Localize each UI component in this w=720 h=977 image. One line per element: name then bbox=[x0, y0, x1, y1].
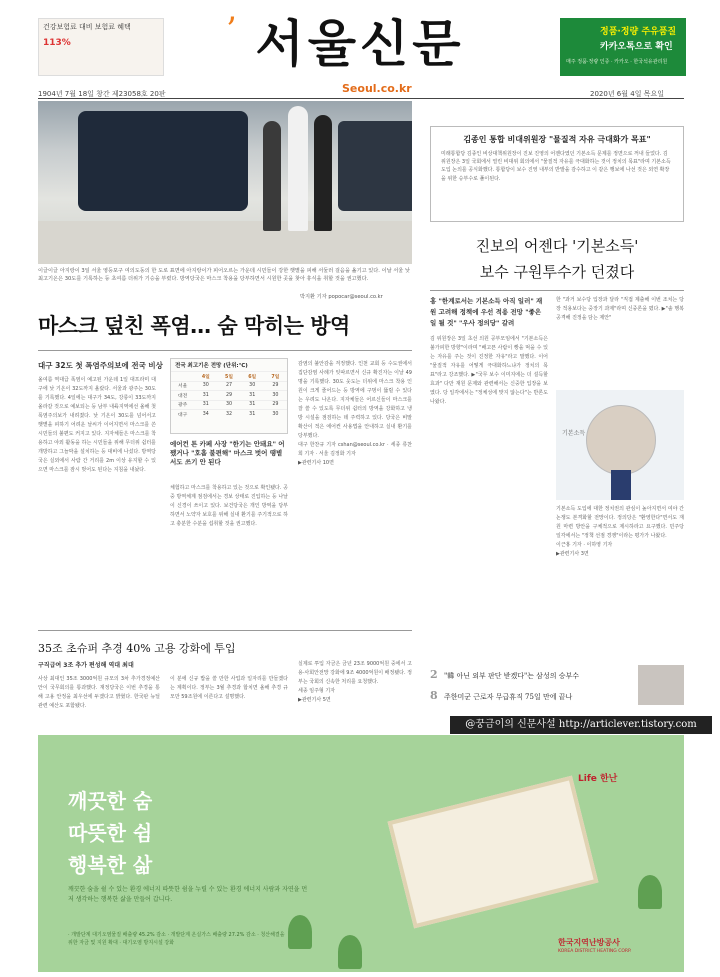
teaser-text: "韓 아닌 외부 판단 받겠다"는 삼성의 승부수 bbox=[444, 672, 579, 680]
ad-line1: 깨끗한 숨 bbox=[68, 789, 153, 813]
table-cell: 29 bbox=[225, 392, 233, 398]
photo-road bbox=[38, 221, 412, 264]
main-col-2: 체험하고 마스크를 착용하고 있는 것으로 확인됐다. 공중 방역체계 점검에서는 경보 상태로 진입하는 등 나날이 신경이 쓰이고 있다. 보건당국은 개인 방역을 당부하면서 노약자 보호를 위해 실내 환기를 주기적으로 하고 충분한 수분을 섭취할 것을 권고했다. bbox=[170, 485, 288, 527]
table-cell: 30 bbox=[272, 411, 279, 417]
right-related-link[interactable]: ▶관련기사 3면 bbox=[556, 551, 589, 557]
caricature-tie bbox=[611, 470, 631, 500]
ad-right-line3: 매주 정품·정량 인증 · 카카오 · 한국석유관리원 bbox=[566, 59, 668, 65]
table-cell: 30 bbox=[202, 383, 209, 389]
second-col-1: 사상 최대인 35조 3000억원 규모의 3차 추가경정예산안이 국무회의를 통과했다. 재정당국은 이번 추경을 통해 고용 안정을 최우선에 두겠다고 밝혔다. 한국판 뉴딜 관련 예산도 포함됐다. bbox=[38, 676, 160, 709]
main-col-3 bbox=[298, 360, 412, 622]
main-byline: 대구 한찬규 기자 cshan@seoul.co.kr · 세종 류찬희 기자 · 서울 김정화 기자 bbox=[298, 442, 412, 457]
ad-small-print: · 개발단계 대기오염물질 배출량 45.2% 감소 · 개발단계 온실가스 배출량 27.2% 감소 · 청산해결을 위한 자금 및 지원 확대 · 대기오염 방지시설 강화 bbox=[68, 932, 285, 946]
table-cell: 29 bbox=[272, 383, 279, 389]
masthead-divider bbox=[38, 98, 684, 99]
intro-box-body: 미래통합당 김종인 비상대책위원장이 진보 진영의 어젠다였던 기본소득 문제를 정면으로 꺼내 들었다. 김 위원장은 3일 국회에서 열린 비대위 회의에서 "물질적 자유를 극대화하는 것이 정치의 목표"라며 기본소득 도입 논의를 공식화했다. 통합당이 보수 진영 내부의 반발을 감수하고 이 같은 행보에 나선 것은 외연 확장을 위한 승부수로 풀이된다. bbox=[441, 151, 671, 182]
intro-box-head[interactable]: 김종인 통합 비대위원장 "물질적 자유 극대화가 목표" bbox=[463, 135, 651, 144]
table-cell: 광주 bbox=[177, 403, 188, 409]
table-row bbox=[171, 390, 287, 400]
table-header-row bbox=[171, 371, 287, 381]
ad-brand-name: 한국지역난방공사 bbox=[558, 938, 620, 947]
right-headline-line1: 진보의 어젠다 '기본소득' bbox=[475, 237, 639, 255]
dateline-right: 2020년 6월 4일 목요일 bbox=[590, 90, 664, 98]
right-divider bbox=[430, 290, 684, 291]
table-header-cell: 7일 bbox=[271, 374, 280, 380]
side-subhead: 에어컨 튼 카페 사장 "한기는 안돼요" 어쨌거나 "호흡 불편해" 마스크 벗어 땡볕서도 쓰기 안 된다 bbox=[170, 440, 285, 466]
right-col-3-text: 기본소득 도입에 대한 정치권의 관심이 높아지면서 여야 간 논쟁도 본격화할 전망이다. 정의당은 "환영한다"면서도 재원 마련 방안을 구체적으로 제시하라고 요구했다. 민주당 일각에서는 "정책 선점 경쟁"이라는 평가가 나왔다. bbox=[556, 506, 684, 539]
main-headline[interactable]: 마스크 덮친 폭염… 숨 막히는 방역 bbox=[38, 314, 350, 338]
teaser-item[interactable] bbox=[430, 665, 630, 686]
teaser-item[interactable] bbox=[430, 686, 630, 707]
ad-right-line2: 카카오톡으로 확인 bbox=[600, 42, 673, 52]
table-cell: 29 bbox=[272, 402, 279, 408]
table-cell: 대구 bbox=[177, 412, 188, 418]
second-byline: 세종 임주형 기자 bbox=[298, 688, 335, 694]
logo-name: 서울신문 bbox=[255, 15, 465, 73]
right-col-3 bbox=[556, 505, 684, 655]
ad-headline bbox=[68, 785, 152, 881]
teaser-text: 주한미군 근로자 무급휴직 75일 만에 끝나 bbox=[444, 693, 573, 701]
ad-right-line1: 정품·정량 주유품질 bbox=[600, 27, 677, 37]
main-related-link[interactable]: ▶관련기사 10면 bbox=[298, 460, 334, 466]
second-story-divider bbox=[38, 630, 412, 631]
second-col-3 bbox=[298, 660, 412, 716]
second-col-2: 이 분에 신규 밥을 쓸 만한 사업과 일자리를 만들겠다는 계획이다. 정부는 3월 추경과 합치면 올해 추경 규모만 59조원에 이른다고 설명했다. bbox=[170, 676, 288, 700]
table-cell: 31 bbox=[249, 392, 256, 398]
bottom-advertisement[interactable] bbox=[38, 735, 684, 972]
table-row bbox=[171, 409, 287, 419]
right-byline: 이근홍 기자 · 이하영 기자 bbox=[556, 542, 613, 548]
second-subhead: 구직급여 3조 추가 편성해 역대 최대 bbox=[38, 662, 134, 669]
tree-icon bbox=[288, 915, 312, 949]
table-cell: 31 bbox=[249, 411, 256, 417]
table-header-cell: 4일 bbox=[201, 374, 210, 380]
photo-pedestrian-3 bbox=[314, 115, 332, 231]
table-cell: 30 bbox=[272, 392, 279, 398]
right-col-1: 김 위원장은 3일 초선 의원 공부모임에서 "기본소득은 불가피한 방향"이라며 "배고픈 사람이 빵을 먹을 수 있는 자유를 주는 것이 진정한 자유"라고 말했다. 이어 "물질적 자유를 어떻게 극대화하느냐가 정치의 목표"라고 강조했다. ▶"국무 보수 이미지에는 더 설득할 효과" 다만 재원 문제와 관련해서는 신중한 입장을 보였다. 당 일각에서는 "정체성에 맞지 않는다"는 반론도 나왔다. bbox=[430, 336, 548, 405]
blog-watermark: @꿍금이의 신문사설 http://articlever.tistory.com bbox=[450, 716, 712, 734]
table-cell: 34 bbox=[202, 411, 209, 417]
photo-pedestrian-2 bbox=[288, 106, 308, 231]
dateline-left: 1904년 7월 18일 창간 제23058호 20판 bbox=[38, 90, 166, 98]
intro-box bbox=[430, 126, 684, 222]
ad-brand-sub: KOREA DISTRICT HEATING CORP. bbox=[558, 949, 632, 954]
temperature-table bbox=[170, 358, 288, 434]
picnic-blanket-illustration bbox=[388, 776, 599, 929]
photo-credit: 박지환 기자 popocar@seoul.co.kr bbox=[300, 294, 383, 300]
table-cell: 31 bbox=[202, 392, 209, 398]
main-subhead: 대구 32도 첫 폭염주의보에 전국 비상 bbox=[38, 361, 163, 370]
ad-left-line1: 건강보험료 대비 보험료 혜택 bbox=[43, 23, 131, 31]
right-headline[interactable] bbox=[430, 233, 684, 285]
tree-icon bbox=[338, 935, 362, 969]
table-row bbox=[171, 381, 287, 391]
table-row bbox=[171, 400, 287, 410]
logo-url[interactable]: Seoul.co.kr bbox=[342, 82, 412, 95]
newspaper-logo[interactable] bbox=[220, 12, 500, 80]
table-cell: 31 bbox=[249, 402, 256, 408]
teaser-page-num: 8 bbox=[430, 689, 438, 702]
right-col-2: 한 "과거 보수당 입장과 달라 "직접 제출해 이번 조치는 당장 적용보다는 중장기 과제"라며 신중론을 폈다. ▶"솔 행복 공격해 진정을 담는 제안" bbox=[556, 297, 684, 321]
ad-brand-logo: Life 한난 bbox=[578, 774, 618, 784]
main-divider bbox=[38, 350, 412, 351]
right-headline-line2: 보수 구원투수가 던졌다 bbox=[479, 263, 635, 281]
caricature-illustration[interactable] bbox=[556, 390, 684, 500]
teaser-page-num: 2 bbox=[430, 668, 438, 681]
table-cell: 30 bbox=[225, 402, 233, 408]
teaser-photo[interactable] bbox=[638, 665, 684, 705]
ad-body: 깨끗한 숨을 쉴 수 있는 환경 에너지 따뜻한 쉼을 누릴 수 있는 환경 에너지 사람과 자연을 먼저 생각하는 행복한 삶을 만들어 갑니다. bbox=[68, 886, 308, 903]
photo-caption: 이글이글 아지랑이 3일 서울 영등포구 여의도동의 한 도로 표면에 아지랑이가 피어오르는 가운데 시민들이 강한 햇볕을 피해 서둘러 걸음을 옮기고 있다. 이날 서울 낮 최고기온은 30도를 기록하는 등 초여름 더위가 기승을 부렸다. 방역당국은 마스크 착용을 당부하면서 시원한 곳을 찾아 휴식을 취할 것을 권고했다. bbox=[38, 268, 410, 282]
second-related-link[interactable]: ▶관련기사 5면 bbox=[298, 697, 331, 703]
table-title: 전국 최고기온 전망 (단위:℃) bbox=[175, 363, 248, 369]
table-header-cell: 6일 bbox=[248, 374, 257, 380]
table-cell: 27 bbox=[225, 383, 233, 389]
right-subhead: 홍 "한계로서는 기본소득 아직 일러" 재원 고려해 정책에 우선 적용 전망 "좋은 일 될 것" "우사 정의당" 갈려 bbox=[430, 297, 543, 327]
teaser-list bbox=[430, 665, 630, 705]
table-cell: 대전 bbox=[177, 393, 188, 399]
masthead-ad-left[interactable] bbox=[38, 18, 164, 76]
ad-line2: 따뜻한 쉼 bbox=[68, 821, 153, 845]
photo-pedestrian-1 bbox=[263, 121, 281, 231]
photo-car-left bbox=[78, 111, 248, 211]
photo-car-right bbox=[338, 121, 412, 211]
second-col-3-text: 실제로 투입 자금은 금년 23조 9000억원 중에서 고용·사회안전망 강화에 9조 4000억원이 배정됐다. 정부는 국회의 신속한 처리를 요청했다. bbox=[298, 661, 412, 685]
table-cell: 31 bbox=[202, 402, 209, 408]
main-col-3-text: 감염의 불안감을 걱정했다. 인천 교회 등 수도권에서 집단감염 사례가 잇따르면서 신규 확진자는 이날 49명을 기록했다. 30도 웃도는 더위에 마스크 착용 인원이 크게 줄어드는 등 방역에 구멍이 뚫릴 수 있다는 우려도 나온다. 지자체들은 어르신들이 마스크를 잘 쓸 수 있도록 무더위 쉼터의 방역을 강화하고 냉방 시설을 점검하는 데 주력하고 있다. 당국은 비말 확산이 적은 에어컨 사용법을 안내하고 실내 환기를 당부했다. bbox=[298, 361, 412, 439]
main-col-1: 올여름 역대급 폭염이 예고된 가운데 1일 대프라미 대구에 낮 기온이 32도까지 올랐다. 서울과 광주는 30도를 기록했다. 4일에는 대구가 34도, 강릉이 33도까지 올라갈 것으로 예보되는 등 남부 내륙지역에선 올해 첫 폭염주의보가 내려졌다. 낮 기온이 30도를 넘어서고 햇볕을 피하기 어려운 날씨가 이어지면서 마스크를 쓴 시민들의 불편도 커지고 있다. 지자체들은 마스크를 착용하고 야외 활동을 하는 시민들을 위해 무더위 쉼터를 개방하고 그늘막을 설치하는 등 대비에 나섰다. 방역당국은 실외에서 사람 간 거리를 2m 이상 유지할 수 있으면 마스크를 잠시 벗어도 된다는 지침을 내놨다. bbox=[38, 377, 156, 473]
table-header-cell: 5일 bbox=[225, 374, 233, 380]
ad-left-pct: 113% bbox=[43, 38, 71, 48]
table-cell: 서울 bbox=[177, 384, 188, 390]
table-cell: 30 bbox=[249, 383, 256, 389]
caricature-face bbox=[586, 405, 656, 475]
logo-apostrophe-icon: ’ bbox=[226, 10, 237, 50]
second-headline[interactable]: 35조 초슈퍼 추경 40% 고용 강화에 투입 bbox=[38, 642, 236, 655]
table-cell: 32 bbox=[225, 411, 233, 417]
ad-line3: 행복한 삶 bbox=[68, 853, 153, 877]
tree-icon bbox=[638, 875, 662, 909]
masthead-ad-right[interactable] bbox=[560, 18, 686, 76]
lead-photo[interactable] bbox=[38, 101, 412, 264]
caricature-label: 기본소득 bbox=[562, 430, 586, 437]
